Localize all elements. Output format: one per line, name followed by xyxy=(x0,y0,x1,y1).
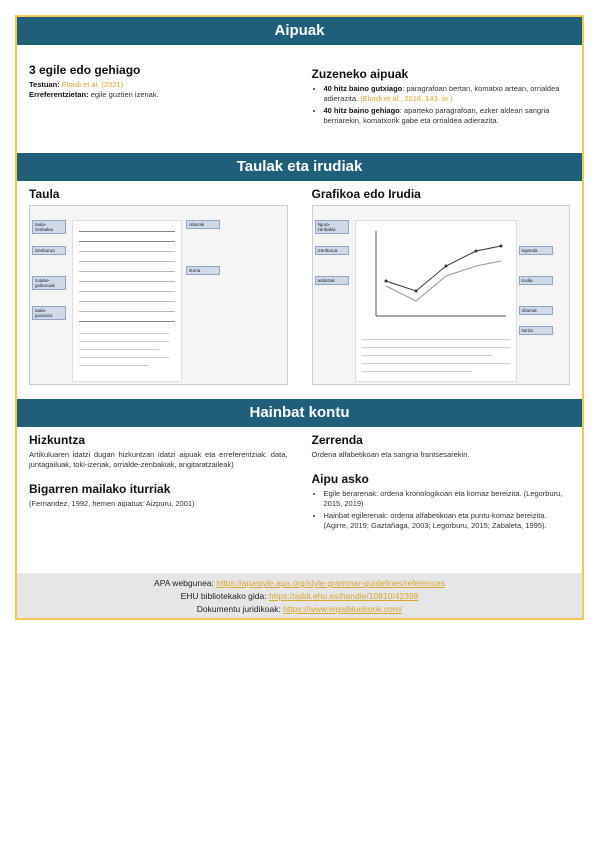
hainbat-banner: Hainbat kontu xyxy=(17,399,582,427)
zerrenda-text: Ordena alfabetikoan eta sangria frantsesarekin. xyxy=(311,450,470,459)
zerrenda-title: Zerrenda xyxy=(311,433,363,447)
aipuak-right xyxy=(300,45,583,153)
bigarren-text: (Fernandez, 1992, hemen aipatua: Aizpuru, 2001) xyxy=(29,499,195,508)
aipuak-section xyxy=(17,45,582,153)
list-item: • 40 hitz baino gehiago: aparteko paragrafoan, ezker aldean sangria berriarekin, komatxorik gabe eta orrialdea adierazita. xyxy=(324,106,571,126)
erreferentzietan-label: Erreferentzietan: xyxy=(29,90,89,99)
zuzeneko-aipuak-title: Zuzeneko aipuak xyxy=(311,67,409,81)
hainbat-right xyxy=(300,427,583,597)
grafikoa-col xyxy=(300,181,583,399)
aipu-asko-title: Aipu asko xyxy=(311,472,369,486)
taula-tag-1: taula-zenbakia xyxy=(32,220,66,234)
hizkuntza-title: Hizkuntza xyxy=(29,433,86,447)
taulak-banner: Taulak eta irudiak xyxy=(17,153,582,181)
ehu-link[interactable]: https://addi.ehu.es/handle/10810/42398 xyxy=(269,591,419,601)
taula-tag-3: zutabe-goiburuak xyxy=(32,276,66,290)
bigarren-title: Bigarren mailako iturriak xyxy=(29,482,171,496)
aipuak-banner: Aipuak xyxy=(17,17,582,45)
grafikoa-tag-2: izenburua xyxy=(315,246,349,255)
taula-example xyxy=(29,205,288,385)
taula-col xyxy=(17,181,300,399)
poster xyxy=(15,15,584,620)
taula-tag-5: oharrak xyxy=(186,220,220,229)
grafikoa-tag-4: legenda xyxy=(519,246,553,255)
taula-tag-2: izenburua xyxy=(32,246,66,255)
grafikoa-tag-6: oharrak xyxy=(519,306,553,315)
grafikoa-tag-5: irudia xyxy=(519,276,553,285)
grafikoa-tag-3: ardatzak xyxy=(315,276,349,285)
hainbat-section xyxy=(17,427,582,597)
footer xyxy=(17,573,582,618)
taulak-section xyxy=(17,181,582,399)
zuzeneko-aipuak-list xyxy=(312,84,571,126)
taula-tag-4: taula-gorputza xyxy=(32,306,66,320)
dok-link[interactable]: https://www.legalbluebook.com/ xyxy=(283,604,403,614)
grafikoa-tag-7: iturria xyxy=(519,326,553,335)
aipu-asko-list xyxy=(312,489,571,531)
table-image xyxy=(72,220,182,382)
aipuak-left xyxy=(17,45,300,153)
line-graph xyxy=(356,221,516,331)
apa-label: APA webgunea: xyxy=(154,578,214,588)
grafikoa-example xyxy=(312,205,571,385)
erreferentzietan-text: egile guztien izenak. xyxy=(90,90,159,99)
hizkuntza-text: Artikuluaren idatzi dugan hizkuntzan idatzi aipuak eta erreferentziak: data, juntagailuak, toki-izenak, orrialde-zenbakiak, angitaratzaileak) xyxy=(29,450,288,469)
hainbat-left xyxy=(17,427,300,597)
list-item: • 40 hitz baino gutxiago: paragrafoan bertan, komatxo artean, orrialdea adierazita. (Elordi et al., 2018, 143. or.) xyxy=(324,84,571,104)
taula-title: Taula xyxy=(29,187,60,201)
list-item: • Hainbat egilerenak: ordena alfabetikoan eta puntu-komaz bereizita. (Agirre, 2019; Gaztañaga, 2003; Legorburu, 2015; Zabaleta, 1995). xyxy=(324,511,571,531)
taula-tag-6: iturria xyxy=(186,266,220,275)
apa-link[interactable]: https://apastyle.apa.org/style-grammar-guidelines/references xyxy=(216,578,445,588)
list-item: • Egile berarenak: ordena kronologikoan eta komaz bereizita. (Legorburu, 2015, 2019) xyxy=(324,489,571,509)
dok-label: Dokumentu juridikoak: xyxy=(196,604,281,614)
grafikoa-tag-1: figura-zenbakia xyxy=(315,220,349,234)
testuan-cite: Elordi et al. (2021) xyxy=(61,80,124,89)
testuan-label: Testuan: xyxy=(29,80,60,89)
grafikoa-title: Grafikoa edo Irudia xyxy=(311,187,421,201)
aipuak-left-title: 3 egile edo gehiago xyxy=(29,63,141,77)
graph-image xyxy=(355,220,517,382)
ehu-label: EHU bibliotekako gida: xyxy=(180,591,267,601)
